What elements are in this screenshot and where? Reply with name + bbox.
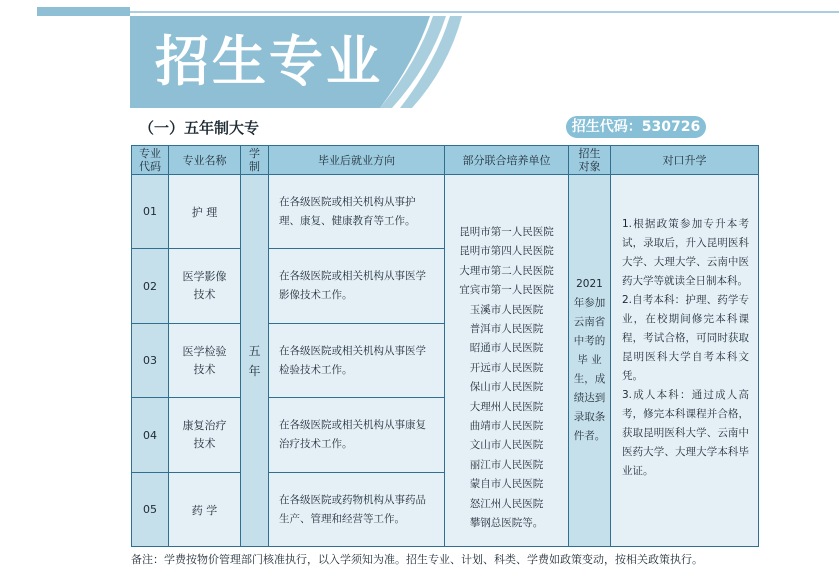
row-name: 医学影像 技术 — [169, 249, 241, 324]
row-name: 护 理 — [169, 175, 241, 249]
majors-table — [131, 145, 759, 547]
duration-cell: 五 年 — [241, 175, 269, 546]
partner-item: 普洱市人民医院 — [469, 323, 544, 336]
row-code: 05 — [132, 473, 169, 546]
partner-item: 文山市人民医院 — [469, 439, 544, 452]
row-name: 医学检验 技术 — [169, 324, 241, 398]
header-partners: 部分联合培养单位 — [445, 146, 569, 175]
top-accent-bar — [37, 7, 130, 16]
section-title: （一）五年制大专 — [139, 119, 260, 137]
row-direction: 在各级医院或药物机构从事药品生产、管理和经营等工作。 — [269, 473, 445, 546]
footnote: 备注：学费按物价管理部门核准执行，以入学须知为准。招生专业、计划、科类、学费如政策变动，按相关政策执行。 — [131, 553, 703, 566]
partner-item: 玉溪市人民医院 — [469, 303, 544, 316]
partner-item: 怒江州人民医院 — [469, 497, 544, 510]
partner-item: 攀钢总医院等。 — [469, 517, 544, 530]
header-direction: 毕业后就业方向 — [269, 146, 445, 175]
row-name: 康复治疗 技术 — [169, 398, 241, 473]
partner-item: 蒙自市人民医院 — [469, 478, 544, 491]
partner-item: 丽江市人民医院 — [469, 458, 544, 471]
row-code: 04 — [132, 398, 169, 473]
row-direction: 在各级医院或相关机构从事护理、康复、健康教育等工作。 — [269, 175, 445, 249]
row-code: 01 — [132, 175, 169, 249]
row-direction: 在各级医院或相关机构从事医学检验技术工作。 — [269, 324, 445, 398]
header-target: 招生 对象 — [569, 146, 611, 175]
partner-item: 保山市人民医院 — [469, 381, 544, 394]
partner-item: 昭通市人民医院 — [469, 342, 544, 355]
partner-item: 宜宾市第一人民医院 — [459, 284, 554, 297]
partner-item: 大理州人民医院 — [469, 400, 544, 413]
row-name: 药 学 — [169, 473, 241, 546]
partner-item: 昆明市第四人民医院 — [459, 245, 554, 258]
header-upgrade: 对口升学 — [611, 146, 758, 175]
upgrade-cell: 1.根据政策参加专升本考试，录取后，升入昆明医科大学、大理大学、云南中医药大学等就读全日制本科。 2.自考本科：护理、药学专业，在校期间修完本科课程，考试合格，可同时获取昆明医科大学自考本科文凭。 3.成人本科：通过成人高考，修完本科课程并合格，获取昆明医科大学、云南中医药大学、大理大学本科毕业证。 — [611, 175, 758, 546]
partner-item: 曲靖市人民医院 — [469, 420, 544, 433]
row-direction: 在各级医院或相关机构从事医学影像技术工作。 — [269, 249, 445, 324]
row-direction: 在各级医院或相关机构从事康复治疗技术工作。 — [269, 398, 445, 473]
partner-item: 昆明市第一人民医院 — [459, 226, 554, 238]
header-duration: 学 制 — [241, 146, 269, 175]
partner-item: 大理市第二人民医院 — [459, 264, 554, 277]
top-rule-line — [130, 11, 839, 13]
row-code: 02 — [132, 249, 169, 324]
header-name: 专业名称 — [169, 146, 241, 175]
target-cell: 2021 年参加 云南省 中考的 毕 业 生，成 绩达到 录取条 件者。 — [569, 175, 611, 546]
enrollment-code-badge: 招生代码：530726 — [566, 116, 706, 138]
partner-item: 开远市人民医院 — [469, 361, 544, 374]
header-code: 专业 代码 — [132, 146, 169, 175]
partners-cell — [445, 175, 569, 546]
banner-title: 招生专业 — [155, 29, 383, 93]
row-code: 03 — [132, 324, 169, 398]
